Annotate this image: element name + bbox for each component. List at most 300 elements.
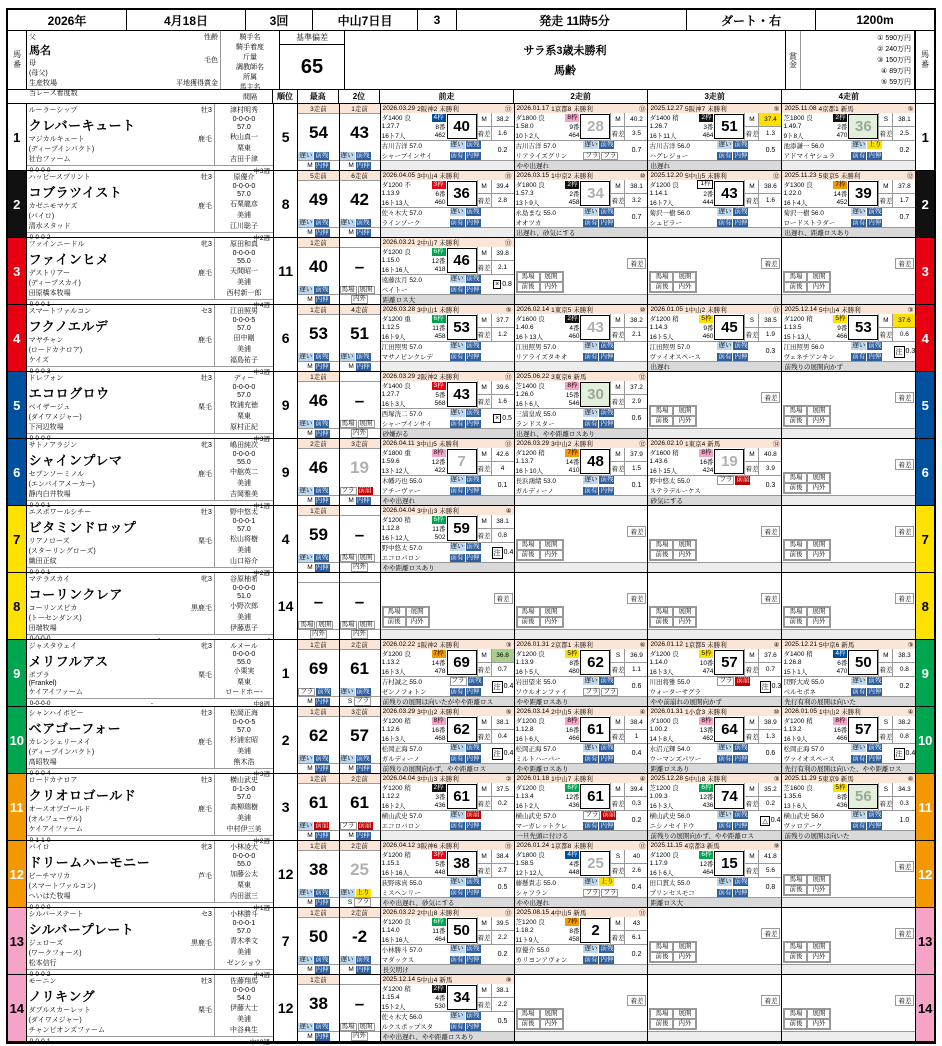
pace-tag: 内伸: [600, 487, 614, 494]
best-index-value: 69: [309, 658, 328, 678]
position-tag: 内外: [353, 563, 367, 571]
pace-tag: 遅い: [450, 543, 464, 550]
past-race-body: [648, 247, 781, 294]
pace-tag: 遅い: [299, 420, 313, 427]
race-tags-top: [717, 744, 759, 752]
pace-tag: 遅い: [299, 822, 313, 829]
race-date-text: 2026.03.15: [516, 172, 550, 179]
trainer-belong: 美浦: [236, 1016, 251, 1023]
race-venue: 1東京5: [551, 307, 572, 314]
dam-name: リアノローズ: [28, 538, 70, 545]
course-record: 0-0-0-0: [29, 904, 51, 911]
position-tag: 内伸: [356, 496, 370, 504]
race-comment: [381, 361, 514, 371]
pace-tag: 内伸: [868, 353, 882, 360]
race-comment: [515, 495, 648, 505]
legend-labels: [27, 31, 280, 101]
race-venue: 5中山5: [685, 173, 706, 180]
course-record: 0-0-0-2: [29, 234, 51, 241]
distance-going: ダ1400 稍: [783, 651, 813, 658]
flat-prize-value: -: [150, 368, 154, 375]
carried-weight: 55.0: [237, 861, 251, 868]
horse-row: [8, 774, 934, 845]
race-left-column: [515, 649, 581, 676]
race-note: [759, 878, 781, 897]
farm-name: ケイアイファーム: [28, 689, 83, 696]
pace-tag: 前残: [600, 744, 614, 751]
damsire-name: (ディープインパクト): [28, 749, 95, 756]
past-race-body: [515, 180, 648, 207]
race-date-text: 2025.06.22: [516, 373, 550, 380]
race-jockey: 松岡正海 57.0: [515, 746, 556, 753]
second-race-label: [340, 238, 380, 248]
owner-name: 中村伊三美: [226, 826, 262, 833]
owner-name: ゼンショウ: [226, 960, 262, 967]
pace-tag: 前残: [868, 744, 882, 751]
margin-value: 0.2: [498, 800, 508, 807]
best-index-cell: [298, 908, 339, 974]
pace-tag: 前有: [852, 152, 866, 159]
past-race-date: [381, 707, 514, 716]
gate-frame-box: 8枠: [567, 113, 578, 121]
position-tag: 内伸: [315, 764, 329, 772]
past-race-date: [515, 506, 648, 515]
finish-time: 1.13.2: [381, 659, 400, 666]
condition-cell: 展開: [673, 1009, 696, 1019]
past-race-date: [782, 238, 915, 247]
column-header-prev3: 3走前: [648, 90, 782, 103]
second-tags: [340, 688, 380, 696]
note-value: 0.4: [503, 549, 514, 556]
race-tags-bottom: [851, 755, 893, 763]
race-comment: [648, 428, 781, 438]
horse-number-left: 1: [8, 104, 27, 170]
field-popularity: 16ト3人: [649, 803, 674, 810]
second-foot: [340, 1031, 380, 1041]
race-comment: [648, 294, 781, 304]
note-value: 0.8: [502, 281, 512, 288]
race-note: [492, 543, 514, 562]
speed-index: 43: [447, 382, 477, 407]
condition-cell: 前後: [650, 952, 673, 962]
race-date-text: 2025.12.20: [650, 172, 684, 179]
race-left-column: [648, 113, 714, 140]
past-race-date: [515, 774, 648, 783]
margin-label: 着差: [745, 127, 759, 140]
field-popularity: 16ト15人: [649, 468, 677, 475]
past-race-body: [515, 850, 648, 877]
race-class: 未勝利: [439, 642, 459, 649]
race-tags-top: [851, 811, 893, 819]
past-race-body: [381, 850, 514, 877]
field-popularity: 16ト9人: [783, 736, 808, 743]
gate-frame-box: 7枠: [433, 649, 444, 657]
race-comment: [515, 629, 648, 639]
best-tags: [298, 152, 338, 160]
pace-letter: M: [348, 497, 354, 504]
pace-tag: 前残: [734, 878, 748, 885]
race-left-column: [381, 247, 447, 274]
past-race-body: [381, 917, 514, 944]
second-tags: [340, 420, 380, 429]
race-tags-top: [583, 878, 625, 886]
race-venue: 1東京4: [685, 441, 706, 448]
race-note: [625, 677, 647, 696]
flat-prize-value: -: [150, 502, 154, 509]
condition-cell: 内外: [540, 282, 563, 292]
margin-value: 3.9: [765, 465, 775, 472]
note-value: 0.1: [631, 482, 642, 489]
horse-table: [8, 104, 934, 1046]
race-comment: [515, 294, 648, 304]
race-jockey: 横山武史 57.0: [515, 813, 556, 820]
horse-weight: 466: [836, 735, 848, 742]
pace-letter: M: [611, 448, 625, 461]
race-note: [625, 141, 647, 160]
sex-age: 牡3: [201, 107, 212, 114]
pace-tag: 前残: [466, 275, 480, 282]
margin-value: 0.7: [498, 666, 508, 673]
horse-weight: 436: [434, 802, 446, 809]
second-index-value: 19: [350, 457, 369, 477]
rank-value: 9: [274, 439, 298, 505]
owner-name: ロードホー-: [225, 688, 263, 696]
horse-name: シャインプレマ: [28, 453, 123, 468]
pace-tag: 内伸: [600, 219, 614, 226]
position-tag: 内伸: [315, 831, 329, 839]
race-comment: 距離ロスあり: [648, 763, 781, 773]
carried-weight: 57.0: [237, 727, 251, 734]
legend-trainer: 調教師名: [236, 64, 264, 71]
last-3f-time: 38.4: [496, 853, 509, 860]
last-3f-time: 38.1: [496, 518, 509, 525]
race-tags-top: [583, 409, 625, 417]
race-interval: 中2週: [253, 570, 270, 577]
pace-tag: 遅い: [852, 677, 866, 684]
meeting-number: 3回: [246, 10, 313, 30]
position-tag: 内伸: [356, 965, 370, 973]
margin-value: 0.8: [899, 733, 909, 740]
last-3f-time: 39.5: [496, 920, 509, 927]
horse-weight: 452: [836, 199, 848, 206]
owner-name: 西村新一郎: [226, 290, 262, 297]
margin-label: 着差: [478, 998, 492, 1011]
second-tags: [340, 219, 380, 227]
legend-damsire: (母父): [29, 70, 48, 77]
race-note: [893, 677, 915, 696]
race-right-column: [878, 783, 915, 810]
past-race-cell: [515, 908, 649, 974]
paired-horse: シャフラン: [515, 890, 548, 897]
horse-info-cell: [27, 573, 274, 642]
pace-tag: 遅い: [718, 878, 732, 885]
past-race-cell: [782, 372, 916, 438]
rank-value: 6: [274, 305, 298, 371]
race-class: 新馬: [439, 977, 453, 984]
race-venue: 2中山7: [417, 240, 438, 247]
race-left-column: [515, 917, 581, 944]
race-right-column: [610, 113, 647, 140]
race-comment: [381, 227, 514, 237]
horse-weight: 464: [702, 132, 714, 139]
owner-name: 山口裕介: [229, 558, 258, 565]
horse-number-right: 14: [916, 975, 934, 1041]
gate-frame-box: 4枠: [835, 649, 846, 657]
pace-tag: 前残: [600, 677, 614, 684]
note-value: 0.3: [765, 348, 776, 355]
race-note: [759, 476, 781, 495]
margin-label: 着差: [895, 258, 914, 269]
margin-label: 着差: [611, 395, 625, 408]
pace-tag: 遅い: [718, 141, 732, 148]
pace-tag: 前残: [315, 1023, 329, 1030]
race-left-column: [381, 381, 447, 408]
race-date-text: 2026.04.04: [382, 507, 416, 514]
farm-name: へいはた牧場: [28, 893, 71, 900]
finish-position: ③: [907, 306, 914, 314]
track-condition-grid: [783, 941, 831, 963]
margin-value: 4: [500, 465, 505, 472]
horse-number-right: 7: [916, 506, 934, 572]
finish-time: 1.49.7: [783, 123, 802, 130]
pace-tag: 前残: [868, 342, 882, 349]
race-comment: [381, 830, 514, 840]
race-interval: 中3週: [253, 168, 270, 175]
race-comment: やや出遅れ、砂気にする: [381, 897, 514, 907]
past-race-cell: [381, 171, 515, 237]
field-popularity: 16ト16人: [381, 870, 410, 877]
race-comment: 前残りの展開は向いた: [782, 830, 915, 840]
rank-value: 12: [274, 975, 298, 1041]
past-race-date: [648, 707, 781, 716]
paired-horse: マサノビンクレデ: [381, 354, 433, 361]
best-foot: [298, 227, 338, 237]
pace-tag: 前有: [584, 755, 598, 762]
finish-position: ⑤: [907, 105, 914, 113]
paired-horse: アチーヴァー: [381, 488, 421, 495]
gate-frame-box: 8枠: [433, 716, 444, 724]
race-footer: [381, 341, 514, 361]
horse-gate-number: 12番: [565, 794, 580, 801]
horse-weight: 410: [568, 467, 580, 474]
speed-index: 38: [447, 851, 477, 876]
paired-horse: ウォーターサグラ: [649, 689, 701, 696]
second-foot: [340, 428, 380, 438]
past-race-cell: [648, 707, 782, 773]
race-note: [492, 1012, 514, 1031]
race-class: 未勝利: [438, 441, 459, 448]
field-popularity: 16ト12人: [381, 535, 410, 542]
best-index-cell: [298, 573, 339, 639]
second-tags: [340, 152, 380, 160]
condition-cell: 前後: [650, 1019, 673, 1029]
race-jockey: 佐々木大 57.0: [381, 210, 423, 217]
race-right-column: [610, 180, 647, 207]
race-jockey: 岩田望来 55.0: [515, 679, 556, 686]
sex-age: 牝3: [201, 844, 212, 851]
condition-cell: 展開: [807, 473, 830, 483]
race-jockey: 木幡巧也 55.0: [381, 478, 423, 485]
speed-index: 30: [580, 382, 610, 407]
horse-number-right: 5: [916, 372, 934, 438]
condition-cell: 馬場: [650, 540, 673, 550]
horse-gate-number: 2番: [703, 191, 714, 198]
pace-tag: 内伸: [734, 822, 748, 829]
race-comment: やや距離ロスあり: [381, 562, 514, 572]
condition-cell: 内外: [540, 1019, 563, 1029]
second-index-value: –: [354, 524, 365, 544]
rank-value: 11: [274, 238, 298, 304]
paired-horse: リアライズタキオ: [515, 354, 568, 361]
track-condition-grid: [649, 405, 697, 427]
horse-gate-number: 5番: [435, 861, 446, 868]
pace-letter: M: [611, 180, 625, 193]
owner-name: 原村正紀: [229, 424, 258, 431]
jockey-record: 0-0-0-5: [232, 317, 256, 324]
horse-name: ビタミンドロップ: [28, 520, 137, 535]
past-race-date: [381, 104, 514, 113]
rank-value: 14: [274, 573, 298, 639]
past-race-cell: [648, 439, 782, 505]
last-3f-time: 38.5: [764, 317, 777, 324]
empty-race-skeleton: [515, 984, 648, 1031]
margin-label: 着差: [611, 730, 625, 743]
last-3f-time: 37.6: [893, 314, 915, 327]
pace-tag: 遅い: [584, 878, 598, 885]
pace-letter: S: [745, 314, 759, 327]
second-index-cell: [340, 171, 381, 237]
coat-color: 栗毛: [197, 1007, 212, 1014]
pace-tag: 遅い: [340, 219, 354, 226]
pace-tag: 前有: [450, 286, 464, 293]
race-right-column: [744, 716, 781, 743]
jockey-name: ディー: [233, 375, 255, 382]
trainer-name: 高柳瑞樹: [229, 804, 258, 811]
sire-name: シャンハイボビー: [28, 710, 84, 717]
jockey-record: 0-0-0-0: [232, 987, 256, 994]
margin-value: 1.1: [631, 666, 641, 673]
race-tags-bottom: [450, 487, 492, 495]
pace-tag: 遅い: [340, 688, 354, 695]
paired-horse: ラインゾーク: [381, 220, 421, 227]
finish-time: 1.59.6: [381, 458, 400, 465]
race-comment: やや前崩れの展開向かず: [648, 696, 781, 706]
paired-horse: ヴェネチアンキン: [783, 354, 835, 361]
horse-number-left: 6: [8, 439, 27, 505]
damsire-name: (ロードカナロア): [28, 347, 83, 354]
pace-tag: 遅い: [299, 219, 313, 226]
gate-frame-box: 5枠: [567, 649, 578, 657]
margin-label: 着差: [745, 797, 759, 810]
race-footer: [648, 877, 781, 897]
best-index-value: 46: [309, 458, 328, 477]
trainer-name: 青木孝文: [229, 938, 258, 945]
distance-going: ダ1200 不: [381, 182, 411, 189]
race-left-column: [782, 649, 848, 676]
past-race-body: [782, 448, 915, 495]
pace-letter: M: [611, 113, 625, 126]
field-popularity: 14ト8人: [649, 736, 674, 743]
last-3f-time: 38.3: [898, 652, 911, 659]
last-3f-time: 37.7: [496, 317, 509, 324]
pace-tag: 前残: [734, 208, 748, 215]
prize-3: ③ 150万円: [877, 56, 911, 64]
past-race-cell: [782, 439, 916, 505]
past-race-cell: [381, 975, 515, 1041]
best-foot: [298, 964, 338, 974]
pace-letter: M: [307, 765, 313, 772]
race-interval: 中18週: [249, 1039, 270, 1046]
race-footer: [381, 944, 514, 964]
coat-color: 鹿毛: [197, 806, 212, 813]
dam-name: ポプラ: [28, 672, 50, 679]
past-race-date: [648, 171, 781, 180]
sex-age: 牝3: [201, 643, 212, 650]
pace-tag: 前有: [450, 487, 464, 494]
race-comment: [381, 160, 514, 170]
race-interval: 中2週: [253, 235, 270, 242]
second-index-cell: [340, 707, 381, 773]
gate-frame-box: 3枠: [433, 850, 444, 858]
race-note: [759, 744, 781, 763]
pace-tag: 展開: [359, 620, 373, 628]
horse-name: ノリキング: [28, 989, 96, 1004]
gate-frame-box: 8枠: [701, 716, 712, 724]
pace-tag: 前残: [868, 811, 882, 818]
horse-number-right: 8: [916, 573, 934, 639]
past-race-cell: [381, 774, 515, 840]
race-left-column: [648, 180, 714, 207]
horse-row: [8, 707, 934, 778]
past-race-body: [648, 314, 781, 341]
race-jockey: 江田照男 57.0: [381, 344, 423, 351]
race-comment: [782, 629, 915, 639]
race-left-column: [381, 716, 447, 743]
note-value: 0.8: [765, 884, 776, 891]
horse-number-right: 2: [916, 171, 934, 237]
race-jockey: 池添謙一 56.0: [783, 143, 824, 150]
jockey-name: 原田和真: [229, 241, 258, 248]
trainer-belong: 美浦: [236, 815, 251, 822]
note-value: 0.2: [899, 147, 910, 154]
speed-index: 40: [447, 114, 477, 139]
condition-cell: 前後: [784, 617, 807, 627]
race-jockey: 横山武史 56.0: [649, 813, 690, 820]
second-race-label: 2走前: [340, 640, 380, 650]
margin-value: 1.3: [765, 130, 775, 137]
speed-index: 15: [714, 851, 744, 876]
pace-tag: 前有: [852, 219, 866, 226]
pace-tag: 前有: [852, 688, 866, 695]
race-tags-top: [450, 409, 492, 417]
pace-tag: 上り: [868, 141, 882, 148]
horse-number-right: 3: [916, 238, 934, 304]
race-class: 未勝利: [573, 776, 593, 783]
past-race-cell: [782, 104, 916, 170]
race-right-column: [477, 716, 514, 743]
carried-weight: 55.0: [237, 459, 251, 466]
race-tags-top: [450, 275, 492, 283]
margin-value: 1.6: [498, 398, 508, 405]
dam-name: ダブルスカーレット: [28, 1007, 91, 1014]
race-mark: △: [762, 817, 768, 825]
horse-gate-number: 6番: [435, 191, 446, 198]
note-value: 0.6: [631, 683, 642, 690]
finish-position: ⑪: [505, 106, 512, 113]
pace-letter: M: [879, 314, 893, 327]
second-index-cell: [340, 305, 381, 371]
finish-time: 1.57.3: [515, 190, 534, 197]
